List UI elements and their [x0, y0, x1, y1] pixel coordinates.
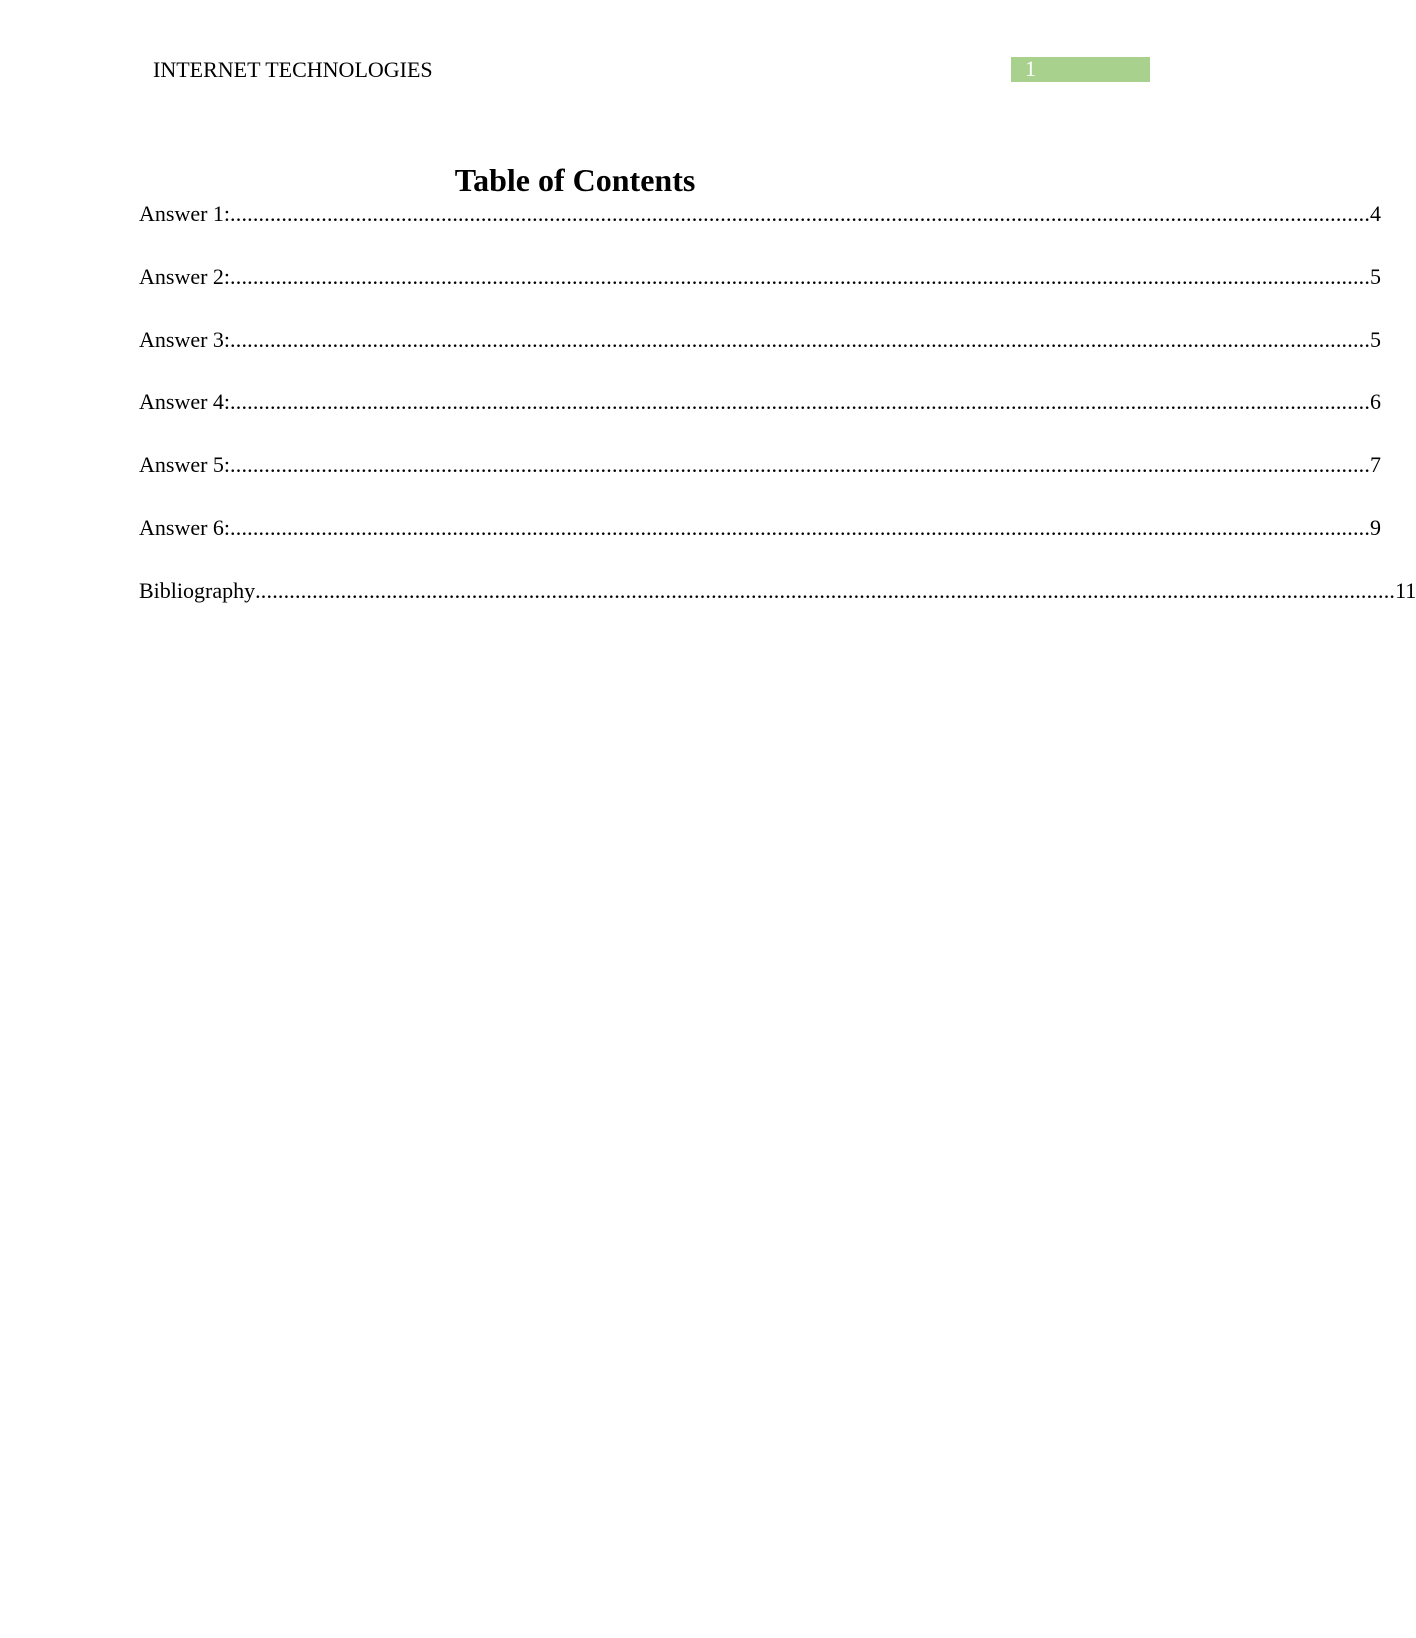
- toc-entry-answer-6[interactable]: [139, 513, 1382, 543]
- toc-entry-bibliography[interactable]: [139, 576, 1416, 606]
- toc-entry-label: Answer 5:: [139, 452, 231, 477]
- toc-entry-page: 6: [1370, 389, 1382, 414]
- toc-entry-label: Answer 3:: [139, 327, 231, 352]
- toc-entry-label: Bibliography: [139, 578, 256, 603]
- toc-entry-label: Answer 6:: [139, 515, 231, 540]
- toc-entry-answer-2[interactable]: [139, 262, 1382, 292]
- toc-dot-leader: ........................................................................................................................................................................................................: [230, 327, 1371, 352]
- toc-dot-leader: ........................................................................................................................................................................................................: [230, 201, 1371, 226]
- toc-entry-page: 5: [1370, 264, 1382, 289]
- page-number: 1: [1025, 56, 1036, 81]
- toc-dot-leader: ........................................................................................................................................................................................................: [230, 452, 1371, 477]
- toc-heading: Table of Contents: [454, 162, 696, 198]
- toc-entry-answer-4[interactable]: [139, 387, 1382, 417]
- header-title: INTERNET TECHNOLOGIES: [153, 57, 433, 82]
- toc-dot-leader: ........................................................................................................................................................................................................: [230, 515, 1371, 540]
- toc-entry-label: Answer 1:: [139, 201, 231, 226]
- toc-dot-leader: ........................................................................................................................................................................................................: [230, 264, 1371, 289]
- toc-entry-label: Answer 4:: [139, 389, 231, 414]
- toc-entry-page: 9: [1370, 515, 1382, 540]
- toc-entry-answer-3[interactable]: [139, 325, 1382, 355]
- toc-dot-leader: ........................................................................................................................................................................................................: [255, 578, 1396, 603]
- toc-entry-page: 11: [1395, 578, 1416, 603]
- toc-entry-answer-1[interactable]: [139, 199, 1382, 229]
- toc-entry-page: 5: [1370, 327, 1382, 352]
- toc-entry-page: 4: [1370, 201, 1382, 226]
- page-number-box: [1011, 57, 1150, 82]
- toc-entry-page: 7: [1370, 452, 1382, 477]
- toc-entry-label: Answer 2:: [139, 264, 231, 289]
- toc-entry-answer-5[interactable]: [139, 450, 1382, 480]
- toc-dot-leader: ........................................................................................................................................................................................................: [230, 389, 1371, 414]
